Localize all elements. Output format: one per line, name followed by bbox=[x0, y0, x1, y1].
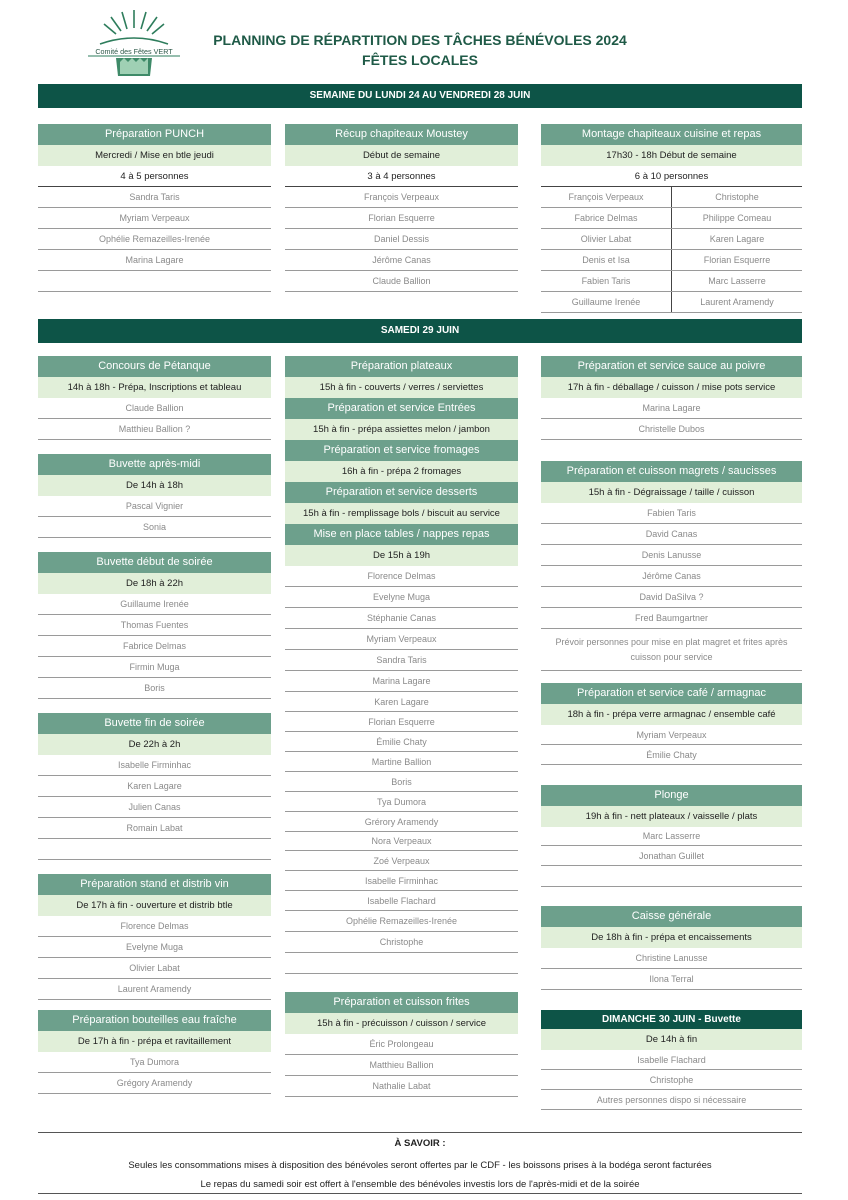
volunteer-name: Christophe bbox=[541, 1070, 802, 1090]
empty-row bbox=[285, 953, 518, 974]
buvette-debut-schedule: De 18h à 22h bbox=[38, 573, 271, 594]
sauce-schedule: 17h à fin - déballage / cuisson / mise pots service bbox=[541, 377, 802, 398]
magrets-title: Préparation et cuisson magrets / saucisses bbox=[541, 461, 802, 482]
volunteer-name: Marina Lagare bbox=[285, 671, 518, 692]
a-savoir-line-2: Le repas du samedi soir est offert à l'ensemble des bénévoles investis lors de l'après-midi et de la soirée bbox=[200, 1179, 640, 1190]
volunteer-name: Sandra Taris bbox=[285, 650, 518, 671]
volunteer-name: Jérôme Canas bbox=[285, 250, 518, 271]
section-people: 6 à 10 personnes bbox=[541, 166, 802, 187]
tables-schedule: De 15h à 19h bbox=[285, 545, 518, 566]
a-savoir-line-1: Seules les consommations mises à disposition des bénévoles seront offertes par le CDF - les boissons prises à la bodéga seront facturées bbox=[128, 1160, 712, 1171]
volunteer-name: Marc Lasserre bbox=[708, 276, 766, 286]
magrets-note: Prévoir personnes pour mise en plat magret et frites après cuisson pour service bbox=[541, 629, 802, 671]
volunteer-name: Boris bbox=[38, 678, 271, 699]
volunteer-name: Jérôme Canas bbox=[541, 566, 802, 587]
spacer bbox=[541, 990, 802, 1010]
volunteer-name: Daniel Dessis bbox=[285, 229, 518, 250]
volunteer-name: Fred Baumgartner bbox=[541, 608, 802, 629]
volunteer-name: Evelyne Muga bbox=[38, 937, 271, 958]
volunteer-name: Evelyne Muga bbox=[285, 587, 518, 608]
magrets-schedule: 15h à fin - Dégraissage / taille / cuisson bbox=[541, 482, 802, 503]
volunteer-name: Denis et Isa bbox=[541, 250, 672, 270]
plonge-title: Plonge bbox=[541, 785, 802, 806]
vin-title: Préparation stand et distrib vin bbox=[38, 874, 271, 895]
montage-section bbox=[541, 124, 802, 313]
volunteer-name: Tya Dumora bbox=[38, 1052, 271, 1073]
a-savoir-section bbox=[38, 1132, 802, 1190]
volunteer-name: Florence Delmas bbox=[285, 566, 518, 587]
saturday-column-c bbox=[541, 356, 802, 1110]
eau-title: Préparation bouteilles eau fraîche bbox=[38, 1010, 271, 1031]
entrees-title: Préparation et service Entrées bbox=[285, 398, 518, 419]
desserts-title: Préparation et service desserts bbox=[285, 482, 518, 503]
volunteer-name: Karen Lagare bbox=[285, 692, 518, 712]
volunteer-name: Nora Verpeaux bbox=[285, 832, 518, 851]
volunteer-pair-row bbox=[541, 292, 802, 313]
dimanche-title: DIMANCHE 30 JUIN - Buvette bbox=[541, 1010, 802, 1029]
buvette-am-schedule: De 14h à 18h bbox=[38, 475, 271, 496]
eau-schedule: De 17h à fin - prépa et ravitaillement bbox=[38, 1031, 271, 1052]
section-schedule: Début de semaine bbox=[285, 145, 518, 166]
comite-logo bbox=[80, 4, 188, 78]
empty-row bbox=[38, 839, 271, 860]
saturday-banner: SAMEDI 29 JUIN bbox=[38, 319, 802, 343]
volunteer-name: Fabien Taris bbox=[541, 271, 672, 291]
volunteer-name: Ophélie Remazeilles-Irenée bbox=[38, 229, 271, 250]
volunteer-name: Laurent Aramendy bbox=[38, 979, 271, 1000]
spacer bbox=[38, 1000, 271, 1010]
volunteer-name: Fabrice Delmas bbox=[38, 636, 271, 657]
volunteer-name: Claude Ballion bbox=[38, 398, 271, 419]
volunteer-name: Marina Lagare bbox=[38, 250, 271, 271]
volunteer-name: Karen Lagare bbox=[38, 776, 271, 797]
volunteer-name: Christophe bbox=[715, 192, 759, 202]
spacer bbox=[541, 765, 802, 785]
section-people: 3 à 4 personnes bbox=[285, 166, 518, 187]
volunteer-name: Jonathan Guillet bbox=[541, 846, 802, 866]
vin-schedule: De 17h à fin - ouverture et distrib btle bbox=[38, 895, 271, 916]
volunteer-name: Émilie Chaty bbox=[541, 745, 802, 765]
volunteer-name: Denis Lanusse bbox=[541, 545, 802, 566]
cafe-schedule: 18h à fin - prépa verre armagnac / ensemble café bbox=[541, 704, 802, 725]
spacer bbox=[541, 671, 802, 683]
volunteer-name: Marc Lasserre bbox=[541, 827, 802, 846]
volunteer-name: Florian Esquerre bbox=[285, 712, 518, 732]
buvette-am-title: Buvette après-midi bbox=[38, 454, 271, 475]
dimanche-schedule: De 14h à fin bbox=[541, 1029, 802, 1050]
volunteer-name: Thomas Fuentes bbox=[38, 615, 271, 636]
volunteer-name: Ilona Terral bbox=[541, 969, 802, 990]
section-schedule: Mercredi / Mise en btle jeudi bbox=[38, 145, 271, 166]
week-banner: SEMAINE DU LUNDI 24 AU VENDREDI 28 JUIN bbox=[38, 84, 802, 108]
volunteer-name: Firmin Muga bbox=[38, 657, 271, 678]
volunteer-pair-row bbox=[541, 250, 802, 271]
spacer bbox=[38, 699, 271, 713]
volunteer-name: Ophélie Remazeilles-Irenée bbox=[285, 911, 518, 932]
tables-title: Mise en place tables / nappes repas bbox=[285, 524, 518, 545]
saturday-column-a bbox=[38, 356, 271, 1094]
volunteer-name: Isabelle Firminhac bbox=[285, 871, 518, 891]
volunteer-name: Karen Lagare bbox=[709, 234, 765, 244]
volunteer-name: Zoé Verpeaux bbox=[285, 851, 518, 871]
fromages-title: Préparation et service fromages bbox=[285, 440, 518, 461]
volunteer-name: Tya Dumora bbox=[285, 792, 518, 812]
buvette-fin-title: Buvette fin de soirée bbox=[38, 713, 271, 734]
volunteer-name: Boris bbox=[285, 772, 518, 792]
desserts-schedule: 15h à fin - remplissage bols / biscuit au service bbox=[285, 503, 518, 524]
volunteer-name: Florian Esquerre bbox=[285, 208, 518, 229]
cafe-title: Préparation et service café / armagnac bbox=[541, 683, 802, 704]
volunteer-name: François Verpeaux bbox=[285, 187, 518, 208]
volunteer-name: Fabrice Delmas bbox=[541, 208, 672, 228]
caisse-schedule: De 18h à fin - prépa et encaissements bbox=[541, 927, 802, 948]
volunteer-name: Autres personnes dispo si nécessaire bbox=[541, 1090, 802, 1110]
volunteer-name: Isabelle Flachard bbox=[285, 891, 518, 911]
section-title: Préparation PUNCH bbox=[38, 124, 271, 145]
section-title: Récup chapiteaux Moustey bbox=[285, 124, 518, 145]
volunteer-name: Christelle Dubos bbox=[541, 419, 802, 440]
buvette-fin-schedule: De 22h à 2h bbox=[38, 734, 271, 755]
spacer bbox=[38, 538, 271, 552]
logo-text: Comité des Fêtes VERT bbox=[95, 47, 173, 56]
volunteer-pair-row bbox=[541, 271, 802, 292]
volunteer-name: Sandra Taris bbox=[38, 187, 271, 208]
volunteer-name: Grérory Aramendy bbox=[285, 812, 518, 832]
volunteer-name: Olivier Labat bbox=[38, 958, 271, 979]
spacer bbox=[38, 860, 271, 874]
petanque-schedule: 14h à 18h - Prépa, Inscriptions et tableau bbox=[38, 377, 271, 398]
sauce-title: Préparation et service sauce au poivre bbox=[541, 356, 802, 377]
volunteer-name: Martine Ballion bbox=[285, 752, 518, 772]
volunteer-name: Philippe Comeau bbox=[702, 213, 772, 223]
saturday-column-b bbox=[285, 356, 518, 1097]
volunteer-name: David DaSilva ? bbox=[541, 587, 802, 608]
volunteer-name: Marina Lagare bbox=[541, 398, 802, 419]
volunteer-name: Émilie Chaty bbox=[285, 732, 518, 752]
volunteer-name: Fabien Taris bbox=[541, 503, 802, 524]
volunteer-name: David Canas bbox=[541, 524, 802, 545]
volunteer-name: Guillaume Irenée bbox=[38, 594, 271, 615]
volunteer-name: Stéphanie Canas bbox=[285, 608, 518, 629]
volunteer-name: Florence Delmas bbox=[38, 916, 271, 937]
volunteer-name: Myriam Verpeaux bbox=[38, 208, 271, 229]
volunteer-pair-row bbox=[541, 208, 802, 229]
volunteer-name: Christophe bbox=[285, 932, 518, 953]
page-title: PLANNING DE RÉPARTITION DES TÂCHES BÉNÉVOLES 2024 bbox=[213, 32, 627, 48]
empty-row bbox=[541, 866, 802, 887]
volunteer-name: Guillaume Irenée bbox=[541, 292, 672, 312]
volunteer-name: Pascal Vignier bbox=[38, 496, 271, 517]
frites-title: Préparation et cuisson frites bbox=[285, 992, 518, 1013]
plonge-schedule: 19h à fin - nett plateaux / vaisselle / plats bbox=[541, 806, 802, 827]
spacer bbox=[285, 974, 518, 992]
section-people: 4 à 5 personnes bbox=[38, 166, 271, 187]
volunteer-name: Éric Prolongeau bbox=[285, 1034, 518, 1055]
volunteer-name: Florian Esquerre bbox=[703, 255, 771, 265]
volunteer-name: Sonia bbox=[38, 517, 271, 538]
page-subtitle: FÊTES LOCALES bbox=[362, 52, 478, 68]
recup-section bbox=[285, 124, 518, 292]
volunteer-pair-row bbox=[541, 229, 802, 250]
volunteer-name: Romain Labat bbox=[38, 818, 271, 839]
volunteer-name: Olivier Labat bbox=[541, 229, 672, 249]
volunteer-name: Matthieu Ballion bbox=[285, 1055, 518, 1076]
volunteer-name: Myriam Verpeaux bbox=[285, 629, 518, 650]
volunteer-name: Grégory Aramendy bbox=[38, 1073, 271, 1094]
frites-schedule: 15h à fin - précuisson / cuisson / service bbox=[285, 1013, 518, 1034]
empty-row bbox=[38, 271, 271, 292]
spacer bbox=[541, 887, 802, 906]
volunteer-name: Isabelle Flachard bbox=[541, 1050, 802, 1070]
volunteer-name: Nathalie Labat bbox=[285, 1076, 518, 1097]
volunteer-name: Christine Lanusse bbox=[541, 948, 802, 969]
volunteer-name: Laurent Aramendy bbox=[700, 297, 774, 307]
volunteer-name: François Verpeaux bbox=[541, 187, 672, 207]
volunteer-name: Myriam Verpeaux bbox=[541, 725, 802, 745]
volunteer-name: Isabelle Firminhac bbox=[38, 755, 271, 776]
plateaux-schedule: 15h à fin - couverts / verres / serviettes bbox=[285, 377, 518, 398]
a-savoir-title: À SAVOIR : bbox=[394, 1138, 446, 1149]
volunteer-pair-row bbox=[541, 187, 802, 208]
volunteer-name: Matthieu Ballion ? bbox=[38, 419, 271, 440]
plateaux-title: Préparation plateaux bbox=[285, 356, 518, 377]
fromages-schedule: 16h à fin - prépa 2 fromages bbox=[285, 461, 518, 482]
spacer bbox=[541, 440, 802, 461]
section-schedule: 17h30 - 18h Début de semaine bbox=[541, 145, 802, 166]
punch-section bbox=[38, 124, 271, 292]
footer-divider bbox=[38, 1193, 802, 1194]
petanque-title: Concours de Pétanque bbox=[38, 356, 271, 377]
volunteer-name: Julien Canas bbox=[38, 797, 271, 818]
entrees-schedule: 15h à fin - prépa assiettes melon / jambon bbox=[285, 419, 518, 440]
buvette-debut-title: Buvette début de soirée bbox=[38, 552, 271, 573]
spacer bbox=[38, 440, 271, 454]
caisse-title: Caisse générale bbox=[541, 906, 802, 927]
section-title: Montage chapiteaux cuisine et repas bbox=[541, 124, 802, 145]
volunteer-name: Claude Ballion bbox=[285, 271, 518, 292]
